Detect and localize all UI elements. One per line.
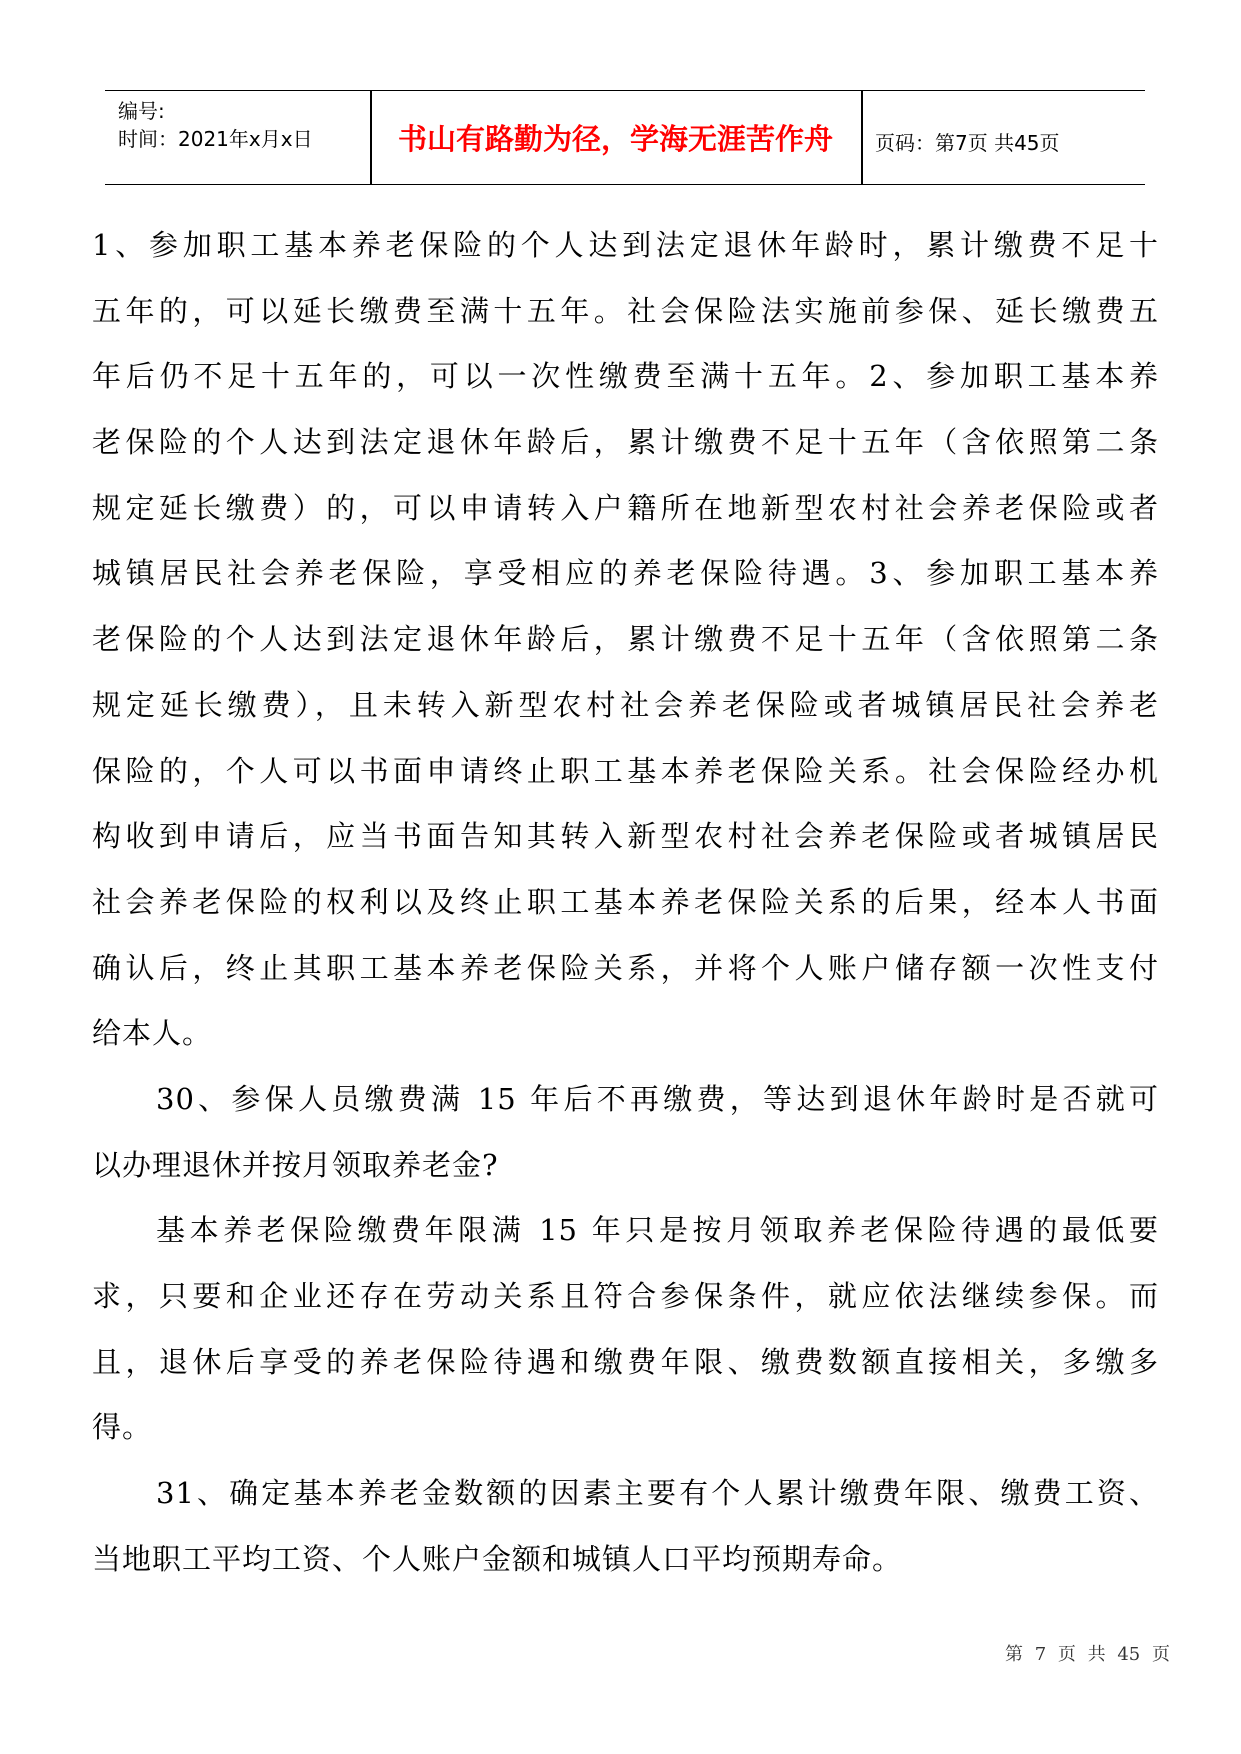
text-line: 给本人。	[92, 1016, 213, 1051]
text-line: 老保险的个人达到法定退休年龄后，累计缴费不足十五年（含依照第二条	[92, 425, 1159, 460]
text-line: 以办理退休并按月领取养老金?	[92, 1147, 499, 1182]
page-header	[105, 90, 1145, 185]
text-line: 规定延长缴费）的，可以申请转入户籍所在地新型农村社会养老保险或者	[92, 490, 1159, 525]
text-line: 30、参保人员缴费满 15 年后不再缴费，等达到退休年龄时是否就可	[156, 1081, 1159, 1116]
text-line: 构收到申请后，应当书面告知其转入新型农村社会养老保险或者城镇居民	[92, 819, 1159, 854]
text-line: 得。	[92, 1410, 153, 1445]
header-motto: 书山有路勤为径，学海无涯苦作舟	[397, 122, 833, 156]
date-label: 时间：2021年x月x日	[118, 127, 313, 151]
text-line: 老保险的个人达到法定退休年龄后，累计缴费不足十五年（含依照第二条	[92, 622, 1159, 657]
serial-number-label: 编号:	[118, 99, 165, 123]
text-line: 基本养老保险缴费年限满 15 年只是按月领取养老保险待遇的最低要	[156, 1213, 1159, 1248]
header-page-number: 页码：第7页 共45页	[875, 131, 1060, 155]
text-line: 五年的，可以延长缴费至满十五年。社会保险法实施前参保、延长缴费五	[92, 293, 1159, 328]
footer-page-number: 第 7 页 共 45 页	[1005, 1644, 1170, 1665]
text-line: 社会养老保险的权利以及终止职工基本养老保险关系的后果，经本人书面	[92, 884, 1159, 919]
text-line: 求，只要和企业还存在劳动关系且符合参保条件，就应依法继续参保。而	[92, 1279, 1159, 1313]
paragraph	[92, 213, 1159, 1067]
text-line: 规定延长缴费），且未转入新型农村社会养老保险或者城镇居民社会养老	[92, 687, 1159, 722]
text-line: 31、确定基本养老金数额的因素主要有个人累计缴费年限、缴费工资、	[156, 1476, 1159, 1511]
text-line: 城镇居民社会养老保险，享受相应的养老保险待遇。3、参加职工基本养	[92, 556, 1159, 591]
header-divider	[861, 91, 863, 184]
text-line: 保险的，个人可以书面申请终止职工基本养老保险关系。社会保险经办机	[92, 753, 1159, 788]
text-line: 年后仍不足十五年的，可以一次性缴费至满十五年。2、参加职工基本养	[92, 359, 1159, 394]
paragraph	[92, 1198, 1159, 1461]
text-line: 1、参加职工基本养老保险的个人达到法定退休年龄时，累计缴费不足十	[92, 228, 1159, 262]
text-line: 确认后，终止其职工基本养老保险关系，并将个人账户储存额一次性支付	[92, 950, 1159, 985]
paragraph	[92, 1067, 1159, 1198]
document-body	[92, 213, 1159, 1592]
text-line: 且，退休后享受的养老保险待遇和缴费年限、缴费数额直接相关，多缴多	[92, 1344, 1159, 1379]
text-line: 当地职工平均工资、个人账户金额和城镇人口平均预期寿命。	[92, 1541, 903, 1576]
paragraph	[92, 1461, 1159, 1592]
